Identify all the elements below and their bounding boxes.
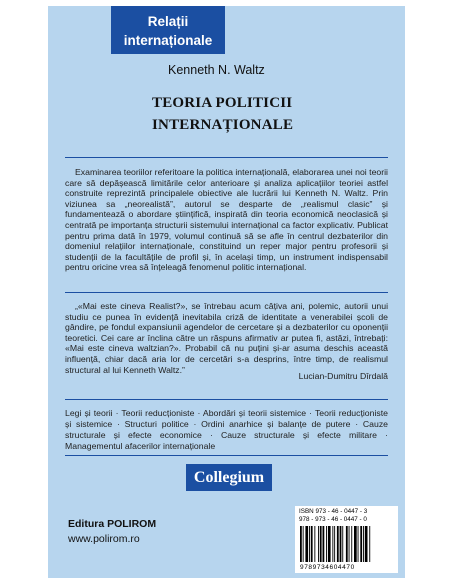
barcode-bar [309, 526, 310, 562]
title-line-1: TEORIA POLITICII [152, 95, 293, 111]
barcode-bar [342, 526, 343, 562]
collegium-logo: Collegium [186, 464, 272, 491]
barcode-bar [363, 526, 364, 562]
divider-bottom [65, 399, 388, 400]
barcode-bar [351, 526, 352, 562]
barcode-bar [305, 526, 308, 562]
barcode-bar [337, 526, 339, 562]
barcode-icon [299, 526, 394, 564]
barcode-bar [311, 526, 313, 562]
divider-keywords [65, 455, 388, 456]
author-name: Kenneth N. Waltz [168, 63, 265, 77]
publisher-website: www.polirom.ro [68, 533, 140, 545]
barcode-number: 9789734604470 [300, 564, 355, 571]
barcode-bar [320, 526, 322, 562]
series-line-2: internaționale [123, 33, 213, 48]
divider-middle [65, 292, 388, 293]
barcode-bar [328, 526, 331, 562]
barcode-bar [300, 526, 302, 562]
barcode-bar [318, 526, 319, 562]
barcode-bar [326, 526, 327, 562]
quote-block [65, 301, 388, 375]
barcode-bar [323, 526, 325, 562]
barcode-bar [349, 526, 350, 562]
barcode-bar [346, 526, 348, 562]
isbn-barcode-block [295, 506, 398, 573]
divider-top [65, 157, 388, 158]
barcode-bar [340, 526, 342, 562]
description-block [65, 167, 388, 273]
isbn-13: 978 - 973 - 46 - 0447 - 0 [299, 516, 367, 523]
isbn-10: ISBN 973 - 46 - 0447 - 3 [299, 508, 368, 515]
barcode-bar [354, 526, 357, 562]
barcode-bar [365, 526, 368, 562]
contents-keywords: Legi și teorii · Teorii reducționiste · Abordări și teorii sistemice · Teorii reducționiste și sistemice · Structuri politice · Ordini anarhice și balanțe de putere · Cauze structurale și efecte economice · Cauze structurale și efecte militare · Managementul afacerilor internaționale [65, 408, 388, 451]
publisher-name: Editura POLIROM [68, 518, 157, 530]
series-line-1: Relații [147, 14, 189, 29]
barcode-bar [369, 526, 370, 562]
quote-text: „«Mai este cineva Realist?», se întrebau acum câțiva ani, polemic, autorii unui studiu ce punea în evidență inevitabila criză de identitate a venerabilei școli de gândire, pe fondul expansiunii agendelor de cercetare și a dezbaterilor cu oponenții teoretici. Cei care ar înclina către un răspuns afirmativ ar putea fi, astăzi, întrebați: «Mai este cineva waltzian?». Probabil că nu puțini și-ar asuma deschis această influență, chiar dacă aria lor de cercetări s-a desprins, între timp, de realismul structural al lui Kenneth Waltz.” [65, 301, 388, 375]
barcode-bar [332, 526, 333, 562]
title-line-2: INTERNAȚIONALE [152, 117, 294, 133]
barcode-bar [358, 526, 359, 562]
barcode-bar [303, 526, 304, 562]
quote-author: Lucian-Dumitru Dîrdală [298, 371, 388, 381]
barcode-bar [334, 526, 335, 562]
barcode-bar [314, 526, 315, 562]
series-label [111, 6, 225, 54]
description-text: Examinarea teoriilor referitoare la politica internațională, elaborarea unei noi teorii care să depășească limitările celor anterioare și analiza aplicațiilor teoriei astfel construite reprezintă principalele obiective ale lucrării lui Kenneth N. Waltz. Prin viziunea sa „neorealistă”, autorul se desparte de „realismul clasic” și fundamentează o abordare științifică, inspirată din teoria economică neoclasică și centrată pe importanța structurii sistemului internațional ca factor explicativ. Publicat pentru prima dată în 1979, volumul continuă să se afle în centrul dezbaterilor din domeniul relațiilor internaționale, constituind un reper major pentru profesorii și studenții de la facultățile de profil și, în același timp, un instrument indispensabil pentru oricine vrea să înțeleagă fenomenul politic internațional. [65, 167, 388, 273]
book-title [152, 92, 293, 136]
barcode-bar [360, 526, 362, 562]
